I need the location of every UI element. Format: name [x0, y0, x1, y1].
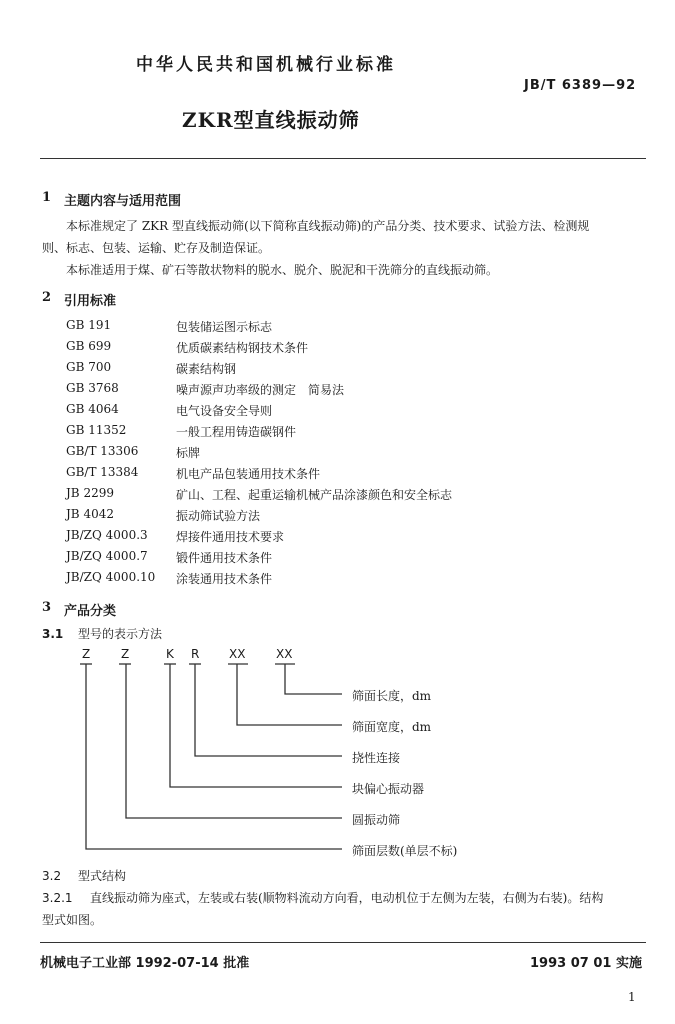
reference-name: 一般工程用铸造碳钢件 [176, 425, 297, 439]
standard-title: 中华人民共和国机械行业标准 [136, 55, 396, 75]
footer-rule [40, 942, 646, 943]
reference-name: 振动筛试验方法 [176, 509, 261, 523]
reference-name: 包装储运图示标志 [176, 320, 273, 334]
section-3-2-1-line-2: 型式如图。 [42, 913, 103, 927]
model-label: 块偏心振动器 [352, 782, 425, 796]
section-2-number: 2 [42, 290, 52, 305]
reference-code: JB/ZQ 4000.3 [66, 528, 148, 542]
model-token: K [166, 647, 174, 661]
model-token: XX [276, 647, 293, 661]
reference-name: 焊接件通用技术要求 [176, 530, 285, 544]
section-1-number: 1 [42, 190, 52, 205]
model-label: 筛面宽度，dm [352, 720, 432, 734]
page-number: 1 [628, 990, 636, 1004]
reference-name: 电气设备安全导则 [176, 404, 273, 418]
reference-code: GB 3768 [66, 381, 119, 395]
model-label: 筛面长度，dm [352, 689, 432, 703]
reference-code: JB 4042 [66, 507, 114, 521]
reference-name: 机电产品包装通用技术条件 [176, 467, 321, 481]
model-token: Z [121, 647, 130, 661]
effective-date: 1993 07 01 实施 [530, 956, 642, 971]
section-3-title: 产品分类 [64, 604, 117, 619]
section-3-2-1-line-1: 直线振动筛为座式，左装或右装(顺物料流动方向看，电动机位于左侧为左装，右侧为右装)。结构 [90, 891, 604, 905]
approval-date: 机械电子工业部 1992-07-14 批准 [40, 956, 250, 971]
section-3-number: 3 [42, 600, 52, 615]
reference-code: GB 700 [66, 360, 112, 374]
section-2-title: 引用标准 [64, 294, 117, 309]
reference-name: 标牌 [176, 446, 201, 460]
section-1-para-1-line-1: 本标准规定了 ZKR 型直线振动筛(以下简称直线振动筛)的产品分类、技术要求、试验方法、检测规 [66, 219, 590, 233]
reference-name: 锻件通用技术条件 [176, 551, 273, 565]
reference-name: 矿山、工程、起重运输机械产品涂漆颜色和安全标志 [176, 488, 453, 502]
model-token: XX [229, 647, 246, 661]
section-3-2-number: 3.2 [42, 869, 62, 883]
reference-code: JB/ZQ 4000.7 [66, 549, 148, 563]
reference-code: GB/T 13384 [66, 465, 139, 479]
model-token: R [191, 647, 200, 661]
section-3-1-title: 型号的表示方法 [78, 627, 163, 641]
reference-code: GB 4064 [66, 402, 119, 416]
section-1-para-1-line-2: 则、标志、包装、运输、贮存及制造保证。 [42, 241, 271, 255]
document-title: ZKR型直线振动筛 [182, 108, 360, 132]
model-label: 挠性连接 [352, 751, 401, 765]
model-token: Z [82, 647, 91, 661]
reference-name: 噪声源声功率级的测定 简易法 [176, 383, 345, 397]
reference-code: GB 11352 [66, 423, 127, 437]
standard-number: JB/T 6389—92 [524, 78, 637, 93]
section-1-para-2: 本标准适用于煤、矿石等散状物料的脱水、脱介、脱泥和干洗筛分的直线振动筛。 [66, 263, 499, 277]
reference-code: GB 191 [66, 318, 112, 332]
reference-code: JB/ZQ 4000.10 [66, 570, 156, 584]
reference-code: GB 699 [66, 339, 112, 353]
model-label: 圆振动筛 [352, 813, 401, 827]
reference-code: GB/T 13306 [66, 444, 139, 458]
model-label: 筛面层数(单层不标) [352, 844, 458, 858]
section-3-2-title: 型式结构 [78, 869, 127, 883]
reference-name: 涂装通用技术条件 [176, 572, 273, 586]
section-1-title: 主题内容与适用范围 [64, 194, 182, 209]
section-3-1-number: 3.1 [42, 627, 64, 641]
reference-name: 优质碳素结构钢技术条件 [176, 341, 309, 355]
reference-code: JB 2299 [66, 486, 114, 500]
reference-name: 碳素结构钢 [176, 362, 237, 376]
section-3-2-1-number: 3.2.1 [42, 891, 73, 905]
